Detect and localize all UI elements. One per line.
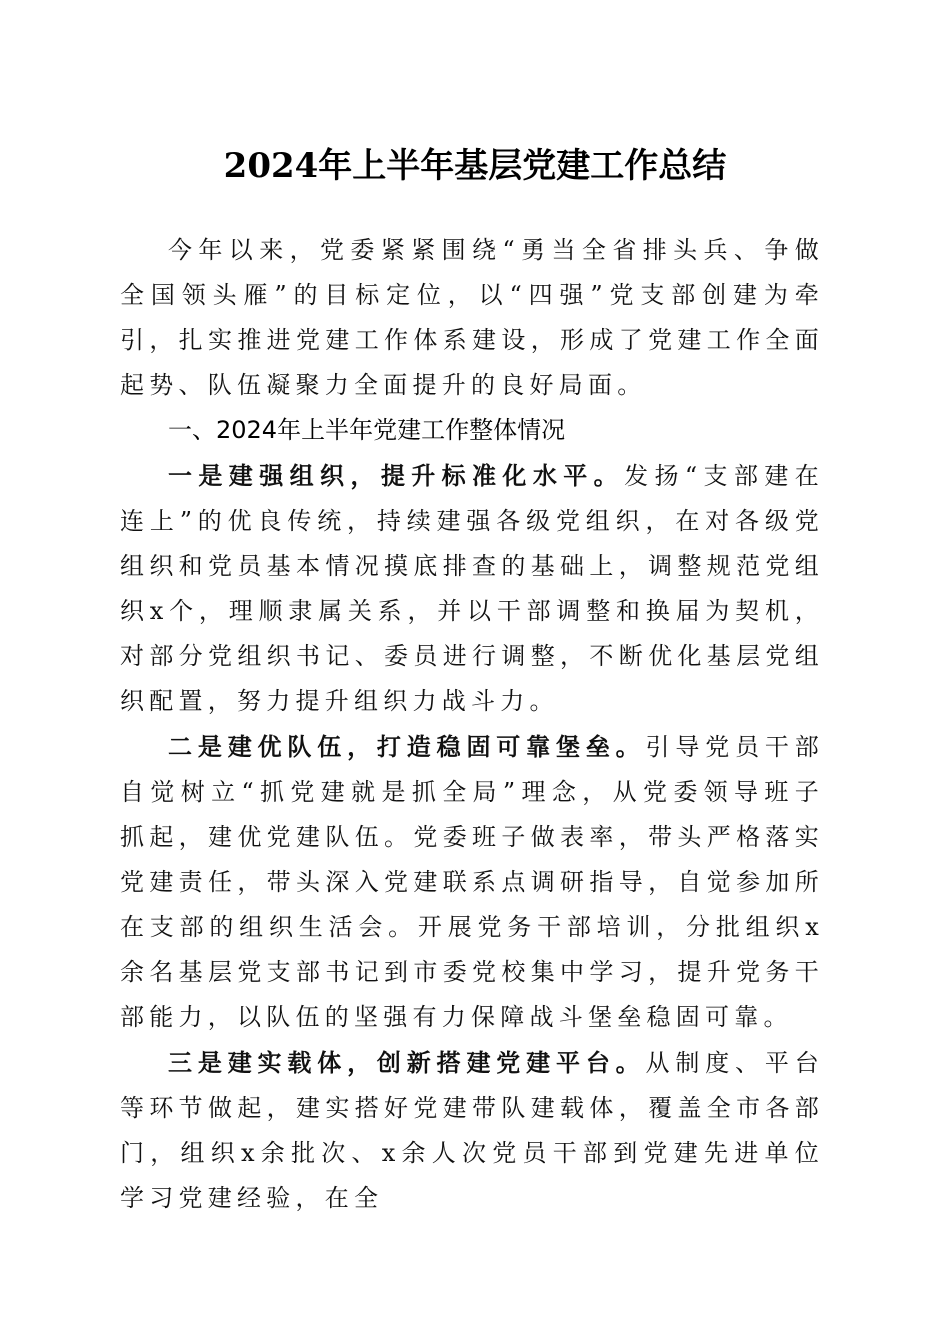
section-heading: 一、2024年上半年党建工作整体情况 bbox=[168, 416, 566, 444]
intro-paragraph: 今年以来，党委紧紧围绕“勇当全省排头兵、争做全国领头雁”的目标定位，以“四强”党支部创建为牵引，扎实推进党建工作体系建设，形成了党建工作全面起势、队伍凝聚力全面提升的良好局面。 bbox=[120, 236, 824, 399]
item-lead: 二是建优队伍，打造稳固可靠堡垒。 bbox=[168, 732, 646, 761]
item-paragraph-2 bbox=[120, 724, 824, 1040]
document-body bbox=[120, 228, 824, 1221]
item-paragraph-3 bbox=[120, 1040, 824, 1221]
item-text: 发扬“支部建在连上”的优良传统，持续建强各级党组织，在对各级党组织和党员基本情况摸底排查的基础上，调整规范党组织x个，理顺隶属关系，并以干部调整和换届为契机，对部分党组织书记、委员进行调整，不断优化基层党组织配置，努力提升组织力战斗力。 bbox=[120, 462, 825, 715]
item-lead: 一是建强组织，提升标准化水平。 bbox=[168, 461, 625, 490]
item-text: 引导党员干部自觉树立“抓党建就是抓全局”理念，从党委领导班子抓起，建优党建队伍。党委班子做表率，带头严格落实党建责任，带头深入党建联系点调研指导，自觉参加所在支部的组织生活会。开展党务干部培训，分批组织x余名基层党支部书记到市委党校集中学习，提升党务干部能力，以队伍的坚强有力保障战斗堡垒稳固可靠。 bbox=[120, 733, 825, 1031]
item-text: 从制度、平台等环节做起，建实搭好党建带队建载体，覆盖全市各部门，组织x余批次、x余人次党员干部到党建先进单位学习党建经验，在全 bbox=[120, 1049, 825, 1212]
document-title: 2024年上半年基层党建工作总结 bbox=[223, 146, 727, 186]
item-lead: 三是建实载体，创新搭建党建平台。 bbox=[168, 1048, 646, 1077]
item-paragraph-1 bbox=[120, 453, 824, 724]
